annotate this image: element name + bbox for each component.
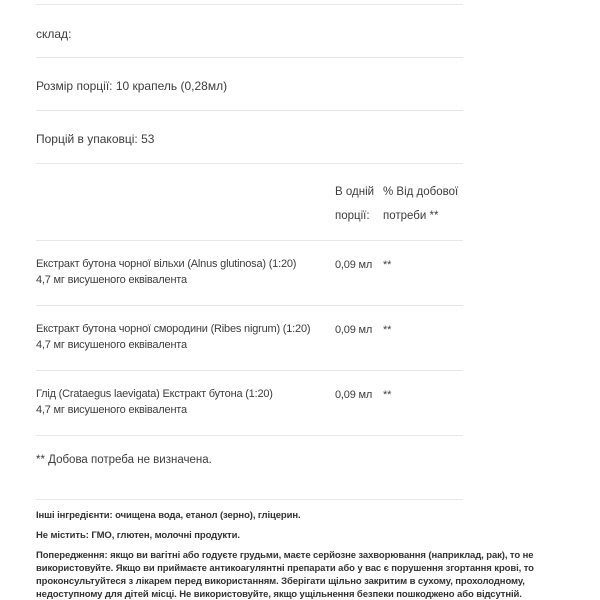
ingredient-row (36, 371, 463, 436)
servings-per-container-row (36, 111, 463, 164)
column-header-daily-value: % Від добової потреби ** (383, 186, 459, 222)
daily-value-footnote: ** Добова потреба не визначена. (36, 454, 212, 466)
ingredient-row (36, 306, 463, 371)
does-not-contain-text: Не містить: ГМО, глютен, молочні продукти. (36, 530, 240, 541)
composition-heading: склад: (36, 27, 72, 41)
ingredient-amount: 0,09 мл (335, 259, 373, 271)
warning-text: Попередження: якщо ви вагітні або годуєте грудьми, маєте серйозне захворювання (наприклад, рак), то не використовуйте. Якщо ви приймаєте антикоагулянтні препарати або у вас є порушення згортання крові, то проконсультуйтеся з лікарем перед використанням. Зберігати щільно закритим в сухому, прохолодному, недоступному для дітей місці. Не використовуйте, якщо ущільнення безпеки пошкоджено або відсутній. (36, 550, 534, 600)
ingredient-amount: 0,09 мл (335, 324, 373, 336)
ingredient-name-cell (36, 256, 335, 288)
column-header-amount-per-serving: В одній порції: (335, 186, 375, 222)
ingredient-name-cell (36, 321, 335, 353)
other-ingredients-text: Інші інгредієнти: очищена вода, етанол (зерно), гліцерин. (36, 510, 301, 521)
serving-size-row (36, 58, 463, 111)
servings-per-container-text: Порцій в упаковці: 53 (36, 132, 155, 146)
table-header-row (36, 164, 463, 241)
ingredient-amount: 0,09 мл (335, 389, 373, 401)
ingredient-daily-value: ** (383, 259, 392, 271)
ingredient-daily-value: ** (383, 389, 392, 401)
ingredient-name: Екстракт бутона чорної смородини (Ribes nigrum) (1:20) (36, 323, 311, 335)
supplement-facts-table (36, 4, 463, 500)
ingredient-daily-value: ** (383, 324, 392, 336)
ingredient-detail: 4,7 мг висушеного еквівалента (36, 339, 187, 351)
ingredient-row (36, 241, 463, 306)
footnote-row (36, 436, 463, 500)
ingredient-detail: 4,7 мг висушеного еквівалента (36, 274, 187, 286)
ingredient-detail: 4,7 мг висушеного еквівалента (36, 404, 187, 416)
ingredient-name: Екстракт бутона чорної вільхи (Alnus glutinosa) (1:20) (36, 258, 297, 270)
ingredient-name: Глід (Crataegus laevigata) Екстракт бутона (1:20) (36, 388, 273, 400)
ingredient-name-cell (36, 386, 335, 418)
serving-size-text: Розмір порції: 10 крапель (0,28мл) (36, 79, 228, 93)
composition-heading-row (36, 5, 463, 58)
notes-section (36, 509, 562, 600)
